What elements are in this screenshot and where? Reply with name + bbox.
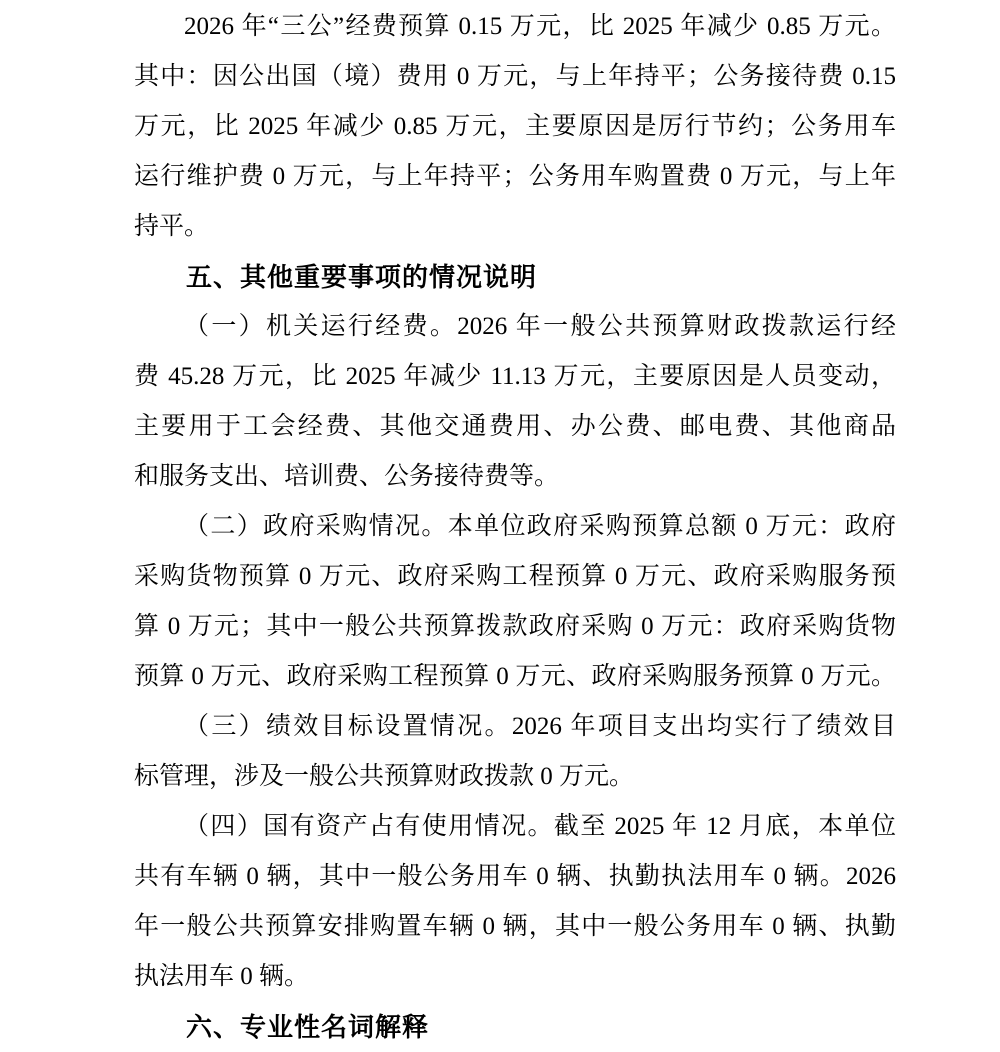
document-content bbox=[134, 0, 896, 1052]
text-line: 年一般公共预算安排购置车辆 0 辆，其中一般公务用车 0 辆、执勤 bbox=[134, 913, 896, 940]
text-line: 持平。 bbox=[134, 213, 210, 240]
text-line: 主要用于工会经费、其他交通费用、办公费、邮电费、其他商品 bbox=[134, 413, 896, 440]
text-line: 标管理，涉及一般公共预算财政拨款 0 万元。 bbox=[134, 763, 635, 790]
paragraph-agency-operating-expenses bbox=[134, 302, 896, 502]
paragraph-government-procurement bbox=[134, 502, 896, 702]
text-line: 采购货物预算 0 万元、政府采购工程预算 0 万元、政府采购服务预 bbox=[134, 563, 896, 590]
text-line: （一）机关运行经费。2026 年一般公共预算财政拨款运行经 bbox=[184, 313, 896, 340]
text-line: 执法用车 0 辆。 bbox=[134, 963, 310, 990]
text-line: 和服务支出、培训费、公务接待费等。 bbox=[134, 463, 560, 490]
text-line: 费 45.28 万元，比 2025 年减少 11.13 万元，主要原因是人员变动， bbox=[134, 363, 896, 390]
text-line: （三）绩效目标设置情况。2026 年项目支出均实行了绩效目 bbox=[184, 713, 896, 740]
text-line: 共有车辆 0 辆，其中一般公务用车 0 辆、执勤执法用车 0 辆。2026 bbox=[134, 863, 896, 890]
text-line: （四）国有资产占有使用情况。截至 2025 年 12 月底，本单位 bbox=[184, 813, 896, 840]
paragraph-performance-targets bbox=[134, 702, 896, 802]
text-line: 运行维护费 0 万元，与上年持平；公务用车购置费 0 万元，与上年 bbox=[134, 163, 896, 190]
section-heading-6: 六、专业性名词解释 bbox=[186, 1012, 430, 1042]
text-line: 算 0 万元；其中一般公共预算拨款政府采购 0 万元：政府采购货物 bbox=[134, 613, 896, 640]
text-line: 万元，比 2025 年减少 0.85 万元，主要原因是厉行节约；公务用车 bbox=[134, 113, 896, 140]
text-line: （二）政府采购情况。本单位政府采购预算总额 0 万元：政府 bbox=[184, 513, 896, 540]
text-line: 预算 0 万元、政府采购工程预算 0 万元、政府采购服务预算 0 万元。 bbox=[134, 663, 896, 690]
text-line: 其中：因公出国（境）费用 0 万元，与上年持平；公务接待费 0.15 bbox=[134, 63, 896, 90]
paragraph-sangong-budget bbox=[134, 2, 896, 252]
paragraph-state-owned-assets bbox=[134, 802, 896, 1002]
section-heading-5: 五、其他重要事项的情况说明 bbox=[186, 262, 538, 292]
text-line: 2026 年“三公”经费预算 0.15 万元，比 2025 年减少 0.85 万元。 bbox=[184, 13, 896, 40]
